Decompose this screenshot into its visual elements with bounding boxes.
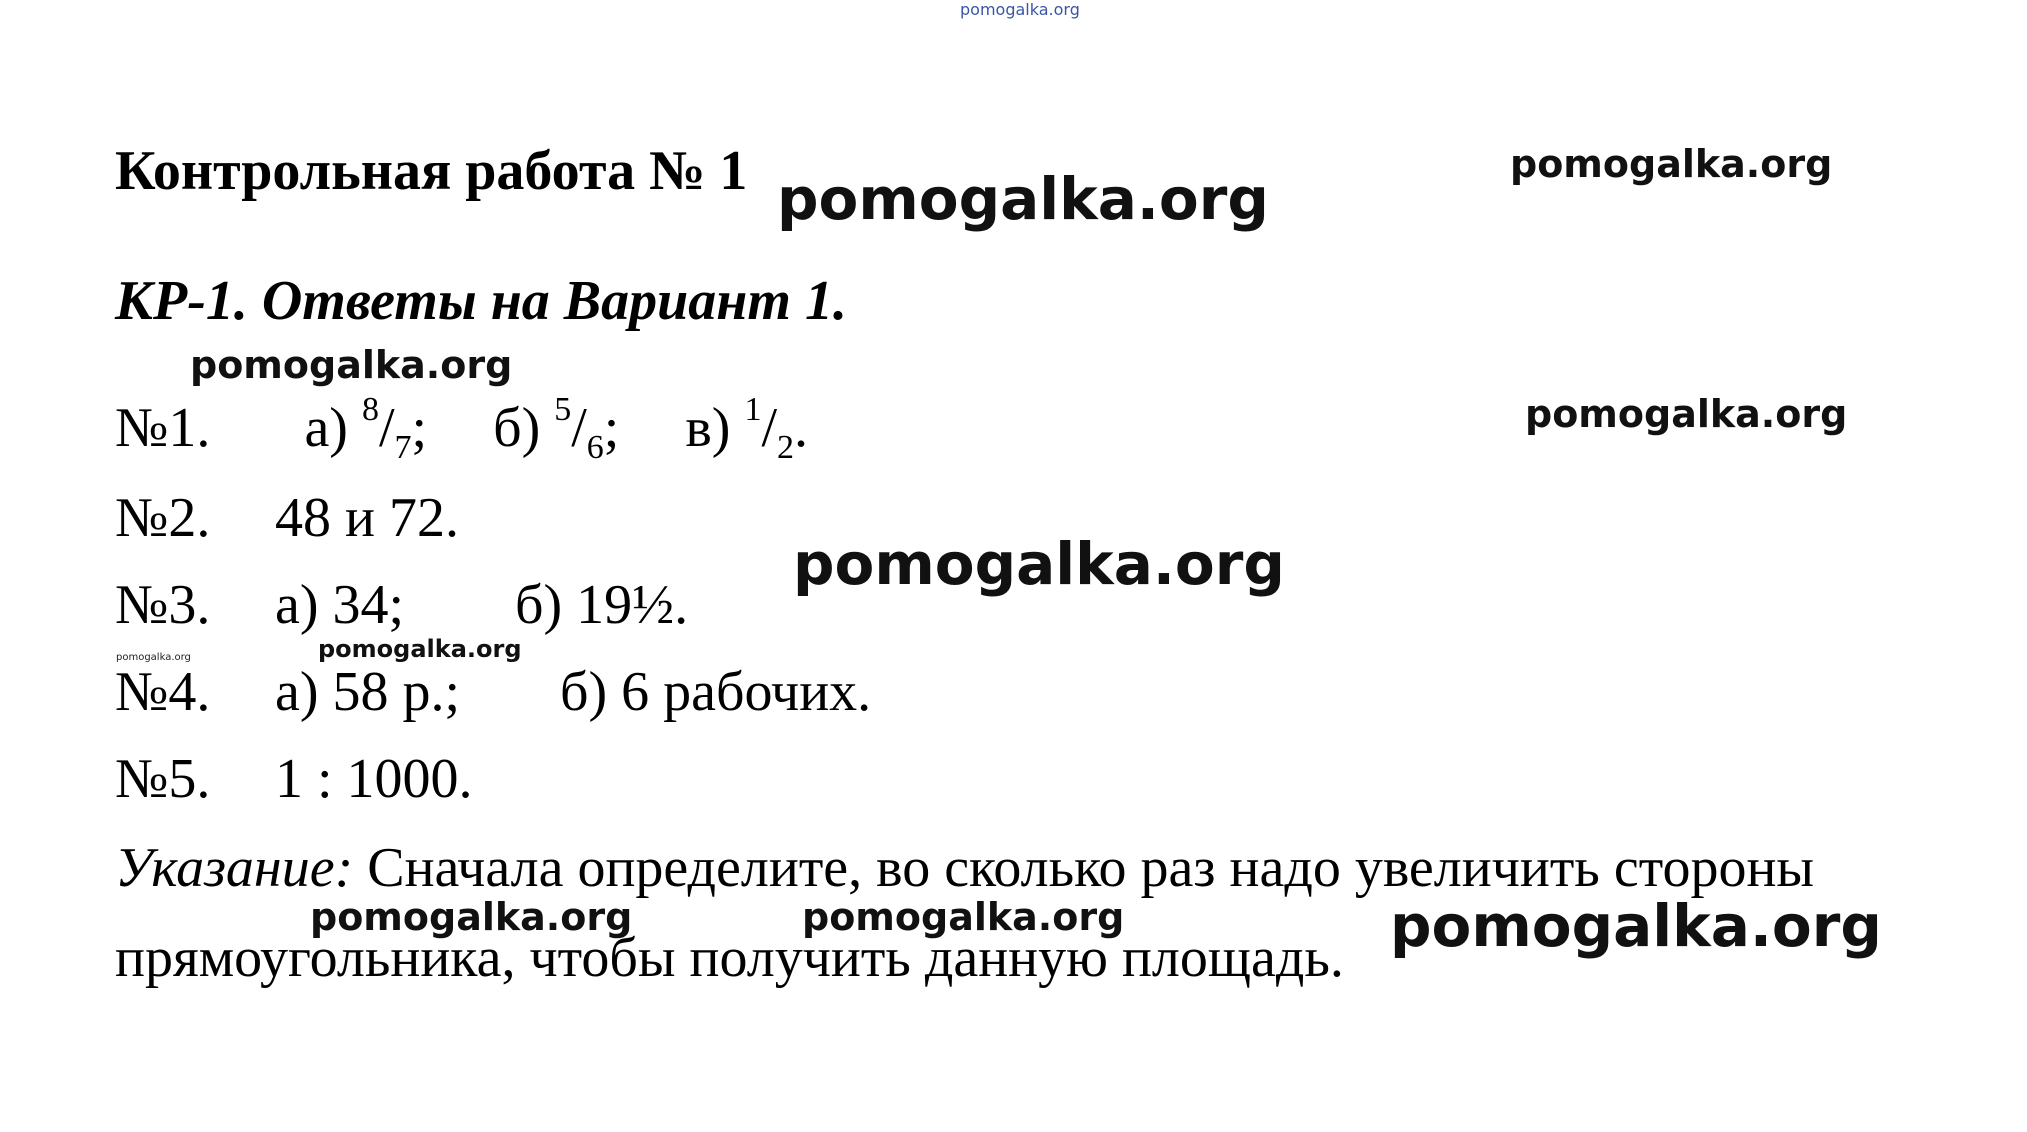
answer-3 (115, 574, 689, 636)
answer-number: №1. (115, 397, 211, 459)
watermark: pomogalka.org (1390, 892, 1882, 960)
note-line-2: прямоугольника, чтобы получить данную площадь. (115, 927, 1344, 989)
answer-5 (115, 748, 473, 810)
answer-1-part-b: б) $^5/_6$; (493, 391, 620, 467)
answer-part-a: а) 58 р.; (275, 661, 461, 723)
fraction-numerator: 5 (554, 391, 572, 429)
answer-part-b: б) 19½. (515, 574, 689, 636)
part-end: . (794, 397, 808, 459)
fraction-denominator: 2 (777, 429, 794, 467)
part-end: ; (411, 397, 428, 459)
part-end: ; (603, 397, 620, 459)
answer-1-part-a: а) $^8/_7$; (304, 391, 428, 467)
page-subtitle: КР-1. Ответы на Вариант 1. (115, 270, 847, 332)
watermark: pomogalka.org (190, 343, 513, 387)
fraction-numerator: 8 (361, 391, 379, 429)
answer-text: 1 : 1000. (275, 748, 473, 810)
part-label: а) (304, 397, 348, 459)
header-watermark: pomogalka.org (960, 0, 1080, 19)
watermark: pomogalka.org (1525, 392, 1848, 436)
answer-number: №2. (115, 487, 211, 549)
answer-number: №3. (115, 574, 211, 636)
answer-part-b: б) 6 рабочих. (560, 661, 872, 723)
fraction-denominator: 6 (586, 429, 604, 467)
watermark: pomogalka.org (310, 895, 633, 939)
answer-number: №4. (115, 661, 211, 723)
answer-1-part-c: в) $^1/_2$. (685, 391, 808, 467)
note-text-1: Сначала определите, во сколько раз надо увеличить стороны (367, 837, 1815, 899)
note-line-1 (115, 837, 1815, 899)
part-label: б) (493, 397, 541, 459)
answer-text: 48 и 72. (275, 487, 459, 549)
fraction-numerator: 1 (744, 391, 762, 429)
watermark: pomogalka.org (318, 635, 522, 663)
answer-4 (115, 661, 872, 723)
page-title: Контрольная работа № 1 (115, 140, 748, 202)
watermark: pomogalka.org (1510, 142, 1833, 186)
note-label: Указание: (115, 837, 354, 899)
watermark: pomogalka.org (802, 895, 1125, 939)
watermark: pomogalka.org (793, 530, 1285, 598)
fraction-denominator: 7 (394, 429, 412, 467)
watermark: pomogalka.org (116, 652, 191, 663)
answer-part-a: а) 34; (275, 574, 405, 636)
answer-number: №5. (115, 748, 211, 810)
answer-2 (115, 487, 459, 549)
answer-1 (115, 391, 808, 467)
part-label: в) (685, 397, 731, 459)
watermark: pomogalka.org (777, 165, 1269, 233)
